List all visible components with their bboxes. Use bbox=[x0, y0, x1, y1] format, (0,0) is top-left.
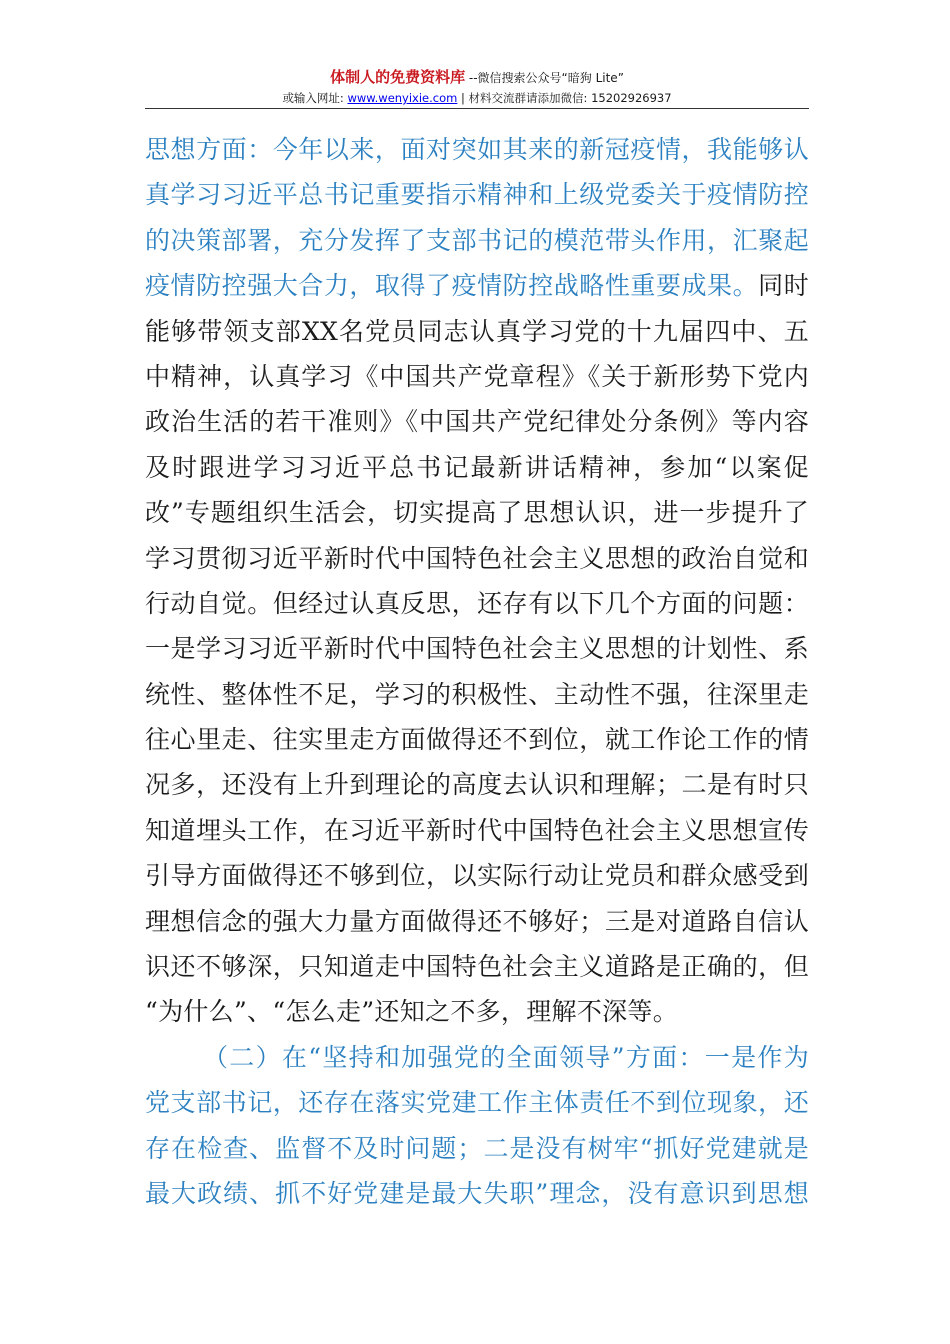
website-link[interactable]: www.wenyixie.com bbox=[347, 91, 458, 105]
text-line: 识还不够深，只知道走中国特色社会主义道路是正确的，但 bbox=[145, 952, 809, 982]
text-line: 能够带领支部XX名党员同志认真学习党的十九届四中、五 bbox=[145, 316, 809, 346]
header-slogan: --微信搜索公众号“暗狗 Lite” bbox=[465, 71, 624, 85]
text-line: 行动自觉。但经过认真反思，还存有以下几个方面的问题： bbox=[145, 588, 809, 618]
text-line: 真学习习近平总书记重要指示精神和上级党委关于疫情防控 bbox=[145, 180, 809, 210]
text-line: 政治生活的若干准则》《中国共产党纪律处分条例》等内容 bbox=[145, 407, 809, 437]
text-line: 的决策部署，充分发挥了支部书记的模范带头作用，汇聚起 bbox=[145, 225, 809, 255]
text-line: 中精神，认真学习《中国共产党章程》《关于新形势下党内 bbox=[145, 361, 809, 391]
text-line: 理想信念的强大力量方面做得还不够好；三是对道路自信认 bbox=[145, 906, 809, 936]
text-line: 一是学习习近平新时代中国特色社会主义思想的计划性、系 bbox=[145, 634, 809, 664]
text-line: 统性、整体性不足，学习的积极性、主动性不强，往深里走 bbox=[145, 679, 809, 709]
header-title-line bbox=[145, 66, 809, 89]
text-line: 引导方面做得还不够到位，以实际行动让党员和群众感受到 bbox=[145, 861, 809, 891]
text-line: 疫情防控强大合力，取得了疫情防控战略性重要成果。同时 bbox=[145, 271, 809, 301]
section-heading-line: （二）在“坚持和加强党的全面领导”方面：一是作为 bbox=[203, 1042, 809, 1072]
contact-suffix: | 材料交流群请添加微信: 15202926937 bbox=[457, 91, 672, 105]
text-line: 改”专题组织生活会，切实提高了思想认识，进一步提升了 bbox=[145, 498, 809, 528]
text-line: 及时跟进学习习近平总书记最新讲话精神，参加“以案促 bbox=[145, 452, 809, 482]
text-line: 思想方面：今年以来，面对突如其来的新冠疫情，我能够认 bbox=[145, 135, 809, 164]
text-line: 存在检查、监督不及时问题；二是没有树牢“抓好党建就是 bbox=[145, 1133, 809, 1163]
text-line: 最大政绩、抓不好党建是最大失职”理念，没有意识到思想 bbox=[145, 1178, 809, 1208]
text-line: “为什么”、“怎么走”还知之不多，理解不深等。 bbox=[145, 997, 679, 1027]
header-brand: 体制人的免费资料库 bbox=[330, 68, 466, 86]
text-line: 往心里走、往实里走方面做得还不到位，就工作论工作的情 bbox=[145, 725, 809, 755]
contact-prefix: 或输入网址: bbox=[282, 91, 348, 105]
document-body bbox=[145, 127, 809, 1216]
page-header bbox=[145, 66, 809, 107]
text-line: 学习贯彻习近平新时代中国特色社会主义思想的政治自觉和 bbox=[145, 543, 809, 573]
header-divider bbox=[145, 108, 809, 109]
header-contact-line bbox=[145, 89, 809, 107]
text-line: 党支部书记，还存在落实党建工作主体责任不到位现象，还 bbox=[145, 1088, 809, 1118]
text-line: 知道埋头工作，在习近平新时代中国特色社会主义思想宣传 bbox=[145, 815, 809, 845]
text-line: 况多，还没有上升到理论的高度去认识和理解；二是有时只 bbox=[145, 770, 809, 800]
